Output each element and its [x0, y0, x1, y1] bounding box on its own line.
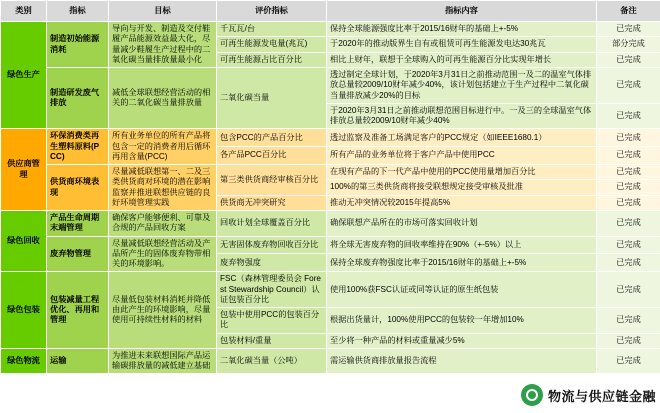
row-content: 保持全球能源强度比率于2015/16财年的基础上+-5%	[327, 22, 597, 37]
row-note: 已完成	[597, 211, 660, 237]
row-evaluation: 包装中使用PCC的包装百分比	[217, 308, 327, 334]
row-note: 已完成	[597, 272, 660, 308]
row-content: 在现有产品的下一代产品中使用的PCC使用量增加百分比	[327, 165, 597, 180]
row-note: 已完成	[597, 333, 660, 348]
row-evaluation: FSC（森林管理委员会 Forest Stewardship Council）认证包装百分比	[217, 272, 327, 308]
row-content: 于2020年的推动版界生自有或租赁可再生能源发电达30兆瓦	[327, 37, 597, 52]
header-note: 备注	[597, 1, 660, 22]
row-goal: 所有业务单位的所有产品将包含一定的消费者用后循环再用含量(PCC)	[109, 129, 217, 165]
row-note: 已完成	[597, 308, 660, 334]
row-evaluation: 包装材料/重量	[217, 333, 327, 348]
row-content: 将全球无害废弃物的回收率维持在90%（+-5%）以上	[327, 236, 597, 254]
table-row	[1, 22, 660, 37]
row-evaluation: 可再生能源占比百分比	[217, 52, 327, 67]
row-indicator: 产品生命周期末端管理	[47, 211, 109, 237]
row-evaluation: 供货商无冲突研究	[217, 195, 327, 210]
row-evaluation: 二氧化碳当量	[217, 68, 327, 129]
row-content: 确保联想产品所在的市场可落实回收计划	[327, 211, 597, 237]
header-eval: 评价指标	[217, 1, 327, 22]
row-goal: 尽量减低联想第一、二及三类供货商对环境的潜在影响监察并推进联想供应链的良好环境管理实践	[109, 165, 217, 211]
table-row	[1, 129, 660, 147]
row-indicator: 运输	[47, 348, 109, 374]
row-indicator: 制造初始能源消耗	[47, 22, 109, 68]
row-indicator: 环保消费类再生塑料原料(PCC)	[47, 129, 109, 165]
row-goal: 为推进未来联想国际产品运输碳排放量的减低建立基础	[109, 348, 217, 374]
row-content: 保持全球废弃物强度比率于2015/16财年的基础上+-5%	[327, 254, 597, 272]
row-category: 绿色回收	[1, 211, 47, 272]
row-content: 根据出货量计，100%使用PCC的包装较一年增加10%	[327, 308, 597, 334]
row-note: 已完成	[597, 68, 660, 104]
row-goal: 减低全球联想经营活动的相关的二氧化碳当量排放量	[109, 68, 217, 129]
watermark	[521, 384, 656, 406]
row-evaluation: 无害固体废弃物回收百分比	[217, 236, 327, 254]
table-row	[1, 348, 660, 374]
header-row	[1, 1, 660, 22]
table-body	[1, 22, 660, 374]
row-category: 绿色物流	[1, 348, 47, 374]
table-row	[1, 236, 660, 254]
row-category: 供应商管理	[1, 129, 47, 211]
row-evaluation: 废弃物强度	[217, 254, 327, 272]
row-note: 已完成	[597, 103, 660, 129]
row-note: 部分完成	[597, 37, 660, 52]
row-evaluation: 回收计划全球覆盖百分比	[217, 211, 327, 237]
header-category: 类别	[1, 1, 47, 22]
header-indicator: 指标	[47, 1, 109, 22]
header-goal: 目标	[109, 1, 217, 22]
row-note: 已完成	[597, 236, 660, 254]
row-content: 于2020年3月31日之前推动联想范围目标进行中。一及三的全球温室气体排放总量较2009/10财年减少40%	[327, 103, 597, 129]
row-content: 所有产品的业务单位将于客户产品中使用PCC	[327, 147, 597, 165]
row-content: 透过监察及准备工场满足客户的PCC规定（如IEEE1680.1）	[327, 129, 597, 147]
row-indicator: 包装减量工程优化、再用和管理	[47, 272, 109, 349]
table-header	[1, 1, 660, 22]
row-goal: 导向与开发、制造及交付鞋履产品能源效益最大化，尽量减少鞋履生产过程中的二氧化碳当量排放量最小化	[109, 22, 217, 68]
row-category: 绿色生产	[1, 22, 47, 129]
row-content: 透过制定全球计划，于2020年3月31日之前推动范围一及二的温室气体排放总量较2009/10财年减少40%，该计划包括建立于生产过程中二氧化碳当量排放减少20%的目标	[327, 68, 597, 104]
row-content: 使用100%获FSC认证或同等认证的原生纸包装	[327, 272, 597, 308]
row-evaluation: 第三类供货商经审核百分比	[217, 165, 327, 196]
row-evaluation: 二氧化碳当量（公吨）	[217, 348, 327, 374]
row-content: 至少将一种产品的材料或重量减少5%	[327, 333, 597, 348]
header-content: 指标内容	[327, 1, 597, 22]
row-note: 已完成	[597, 254, 660, 272]
table-row	[1, 165, 660, 180]
row-content: 需运输供货商排放量报告流程	[327, 348, 597, 374]
row-content: 100%的第三类供货商将接受联想规定接受审核及批准	[327, 180, 597, 195]
row-evaluation: 各产品PCC百分比	[217, 147, 327, 165]
row-evaluation: 千瓦瓦/台	[217, 22, 327, 37]
row-note: 已完成	[597, 129, 660, 147]
table-row	[1, 272, 660, 308]
row-note: 已完成	[597, 22, 660, 37]
row-evaluation: 可再生能源发电量(兆瓦)	[217, 37, 327, 52]
row-note: 已完成	[597, 195, 660, 210]
row-indicator: 废弃物管理	[47, 236, 109, 272]
row-indicator: 供货商环境表现	[47, 165, 109, 211]
row-indicator: 制造研发废气排放	[47, 68, 109, 129]
row-goal: 尽量减低联想经营活动及产品所产生的固体废弃物带相关的环境影响。	[109, 236, 217, 272]
row-category: 绿色包装	[1, 272, 47, 349]
row-content: 推动无冲突情况较2015年提高5%	[327, 195, 597, 210]
row-evaluation: 包含PCC的产品百分比	[217, 129, 327, 147]
table-row	[1, 68, 660, 104]
table-row	[1, 211, 660, 237]
row-content: 相比上财年，联想于全球购入的可再生能源百分比实现年增长	[327, 52, 597, 67]
row-note: 已完成	[597, 180, 660, 195]
row-note: 已完成	[597, 348, 660, 374]
footer	[0, 374, 660, 408]
row-note: 已完成	[597, 165, 660, 180]
row-goal: 尽量低包装材料消耗并降低由此产生的环境影响，尽量使用可持续性材料的材料	[109, 272, 217, 349]
row-note: 已完成	[597, 52, 660, 67]
watermark-text: 物流与供应链金融	[547, 388, 656, 404]
row-goal: 确保客户能够便利、可靠及合规的产品回收方案	[109, 211, 217, 237]
row-note: 已完成	[597, 147, 660, 165]
circle-logo-icon	[521, 384, 543, 406]
